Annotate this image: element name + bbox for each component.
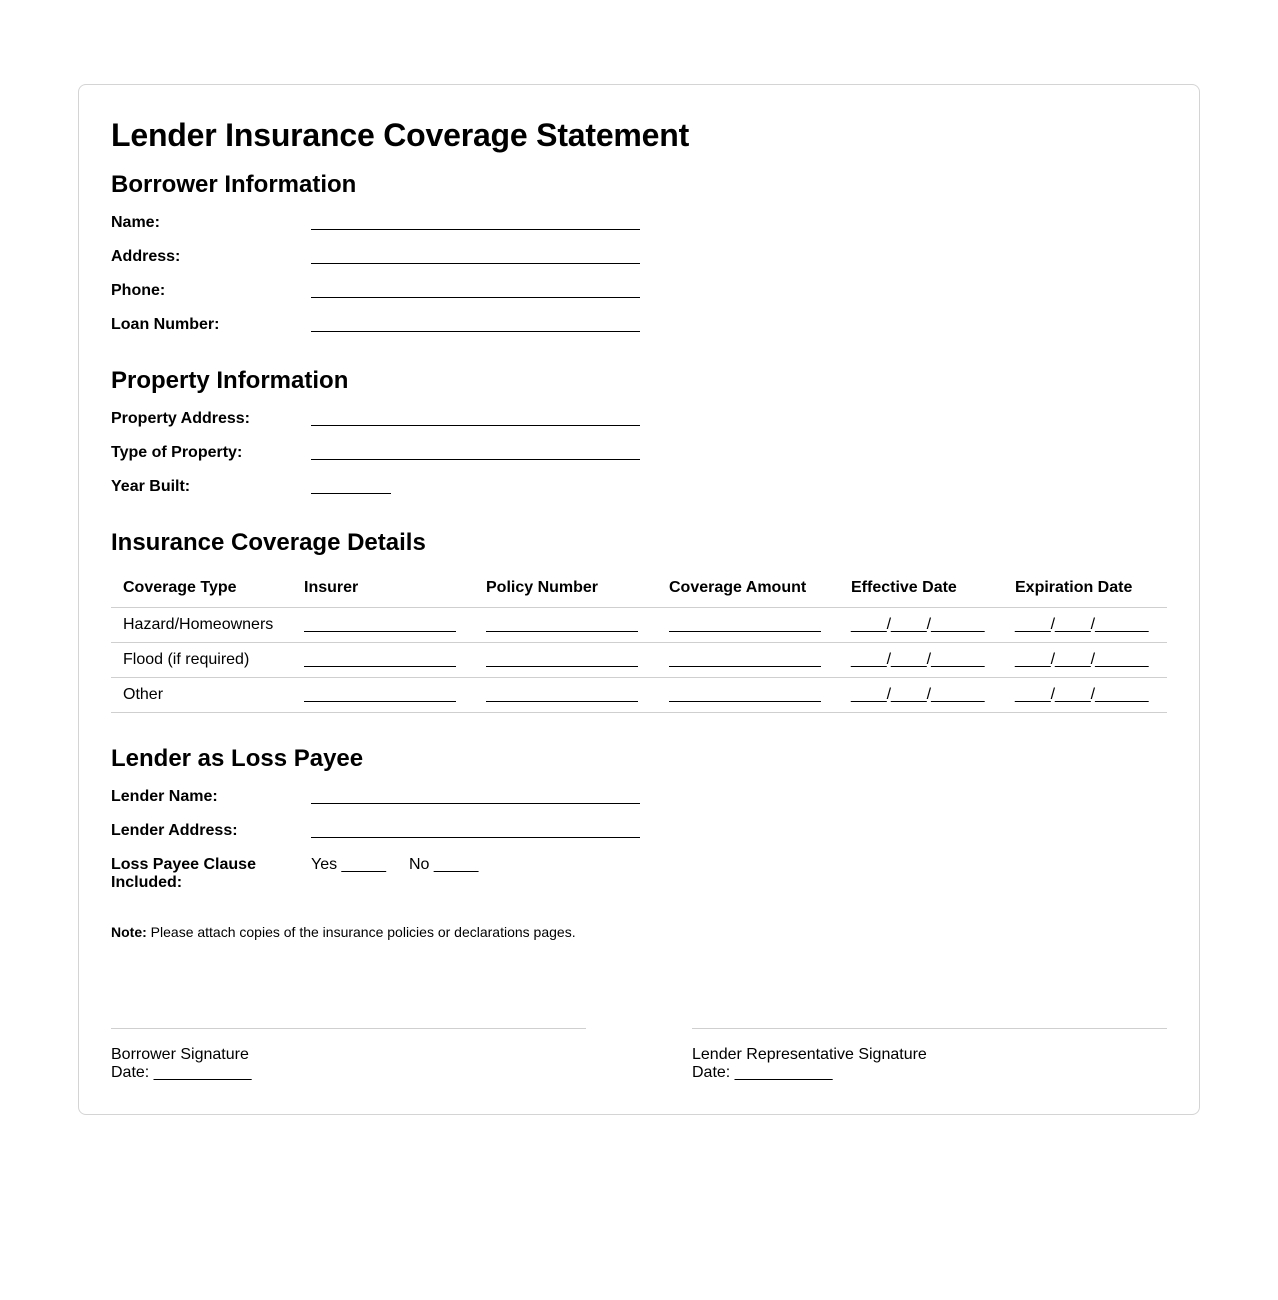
coverage-type-cell: Hazard/Homeowners bbox=[111, 607, 292, 642]
section-heading-property: Property Information bbox=[111, 367, 349, 394]
policy-number-cell[interactable] bbox=[474, 607, 657, 642]
field-label: Loan Number: bbox=[111, 316, 220, 333]
field-borrower-name bbox=[111, 214, 711, 234]
borrower-signature-date[interactable]: Date: ___________ bbox=[111, 1064, 252, 1081]
field-loss-payee-clause bbox=[111, 856, 711, 896]
property-type-input-line[interactable] bbox=[311, 459, 640, 460]
lender-address-input-line[interactable] bbox=[311, 837, 640, 838]
insurer-cell[interactable] bbox=[292, 642, 474, 677]
field-label: Name: bbox=[111, 214, 160, 231]
coverage-table bbox=[111, 569, 1167, 713]
coverage-amount-blank[interactable] bbox=[669, 616, 821, 632]
field-borrower-phone bbox=[111, 282, 711, 302]
coverage-amount-cell[interactable] bbox=[657, 642, 839, 677]
coverage-type-cell: Flood (if required) bbox=[111, 642, 292, 677]
coverage-amount-cell[interactable] bbox=[657, 607, 839, 642]
expiration-date-cell[interactable]: ____/____/______ bbox=[1003, 677, 1167, 712]
effective-date-cell[interactable]: ____/____/______ bbox=[839, 642, 1003, 677]
field-lender-name bbox=[111, 788, 711, 808]
expiration-date-cell[interactable]: ____/____/______ bbox=[1003, 607, 1167, 642]
phone-input-line[interactable] bbox=[311, 297, 640, 298]
table-row bbox=[111, 607, 1167, 642]
expiration-date-cell[interactable]: ____/____/______ bbox=[1003, 642, 1167, 677]
borrower-signature-line[interactable] bbox=[111, 1028, 586, 1029]
effective-date-cell[interactable]: ____/____/______ bbox=[839, 607, 1003, 642]
field-label: Address: bbox=[111, 248, 181, 265]
insurer-blank[interactable] bbox=[304, 651, 456, 667]
field-label: Property Address: bbox=[111, 410, 250, 427]
table-header-row bbox=[111, 569, 1167, 607]
field-year-built bbox=[111, 478, 711, 498]
year-built-input-line[interactable] bbox=[311, 493, 391, 494]
borrower-signature-block bbox=[111, 1028, 586, 1082]
policy-number-blank[interactable] bbox=[486, 616, 638, 632]
property-address-input-line[interactable] bbox=[311, 425, 640, 426]
insurer-cell[interactable] bbox=[292, 677, 474, 712]
name-input-line[interactable] bbox=[311, 229, 640, 230]
field-property-type bbox=[111, 444, 711, 464]
effective-date-cell[interactable]: ____/____/______ bbox=[839, 677, 1003, 712]
no-option[interactable]: No _____ bbox=[408, 856, 479, 873]
field-loan-number bbox=[111, 316, 711, 336]
column-header: Coverage Amount bbox=[657, 569, 839, 607]
section-heading-loss-payee: Lender as Loss Payee bbox=[111, 745, 364, 772]
borrower-signature-label: Borrower Signature bbox=[111, 1046, 249, 1063]
column-header: Insurer bbox=[292, 569, 474, 607]
lender-signature-label: Lender Representative Signature bbox=[692, 1046, 927, 1063]
coverage-amount-cell[interactable] bbox=[657, 677, 839, 712]
field-label: Year Built: bbox=[111, 478, 191, 495]
insurer-blank[interactable] bbox=[304, 686, 456, 702]
section-heading-coverage: Insurance Coverage Details bbox=[111, 529, 426, 556]
address-input-line[interactable] bbox=[311, 263, 640, 264]
coverage-amount-blank[interactable] bbox=[669, 686, 821, 702]
field-label: Type of Property: bbox=[111, 444, 243, 461]
lender-name-input-line[interactable] bbox=[311, 803, 640, 804]
lender-signature-line[interactable] bbox=[692, 1028, 1167, 1029]
column-header: Coverage Type bbox=[111, 569, 292, 607]
yes-no-options bbox=[311, 856, 478, 874]
column-header: Expiration Date bbox=[1003, 569, 1167, 607]
field-property-address bbox=[111, 410, 711, 430]
note-text: Please attach copies of the insurance policies or declarations pages. bbox=[146, 924, 576, 940]
statement-form bbox=[78, 84, 1200, 1115]
policy-number-blank[interactable] bbox=[486, 686, 638, 702]
field-label: Lender Name: bbox=[111, 788, 218, 805]
column-header: Effective Date bbox=[839, 569, 1003, 607]
field-lender-address bbox=[111, 822, 711, 842]
page-title: Lender Insurance Coverage Statement bbox=[111, 117, 690, 153]
coverage-amount-blank[interactable] bbox=[669, 651, 821, 667]
table-row bbox=[111, 677, 1167, 712]
yes-option[interactable]: Yes _____ bbox=[311, 856, 387, 873]
field-label: Lender Address: bbox=[111, 822, 238, 839]
policy-number-cell[interactable] bbox=[474, 677, 657, 712]
table-row bbox=[111, 642, 1167, 677]
lender-signature-date[interactable]: Date: ___________ bbox=[692, 1064, 833, 1081]
field-label: Loss Payee Clause Included: bbox=[111, 856, 256, 891]
column-header: Policy Number bbox=[474, 569, 657, 607]
policy-number-blank[interactable] bbox=[486, 651, 638, 667]
field-label: Phone: bbox=[111, 282, 166, 299]
insurer-blank[interactable] bbox=[304, 616, 456, 632]
loan-number-input-line[interactable] bbox=[311, 331, 640, 332]
section-heading-borrower: Borrower Information bbox=[111, 171, 357, 198]
policy-number-cell[interactable] bbox=[474, 642, 657, 677]
insurer-cell[interactable] bbox=[292, 607, 474, 642]
note bbox=[111, 924, 576, 940]
coverage-type-cell: Other bbox=[111, 677, 292, 712]
note-label: Note: bbox=[111, 924, 147, 940]
field-borrower-address bbox=[111, 248, 711, 268]
lender-signature-block bbox=[692, 1028, 1167, 1082]
